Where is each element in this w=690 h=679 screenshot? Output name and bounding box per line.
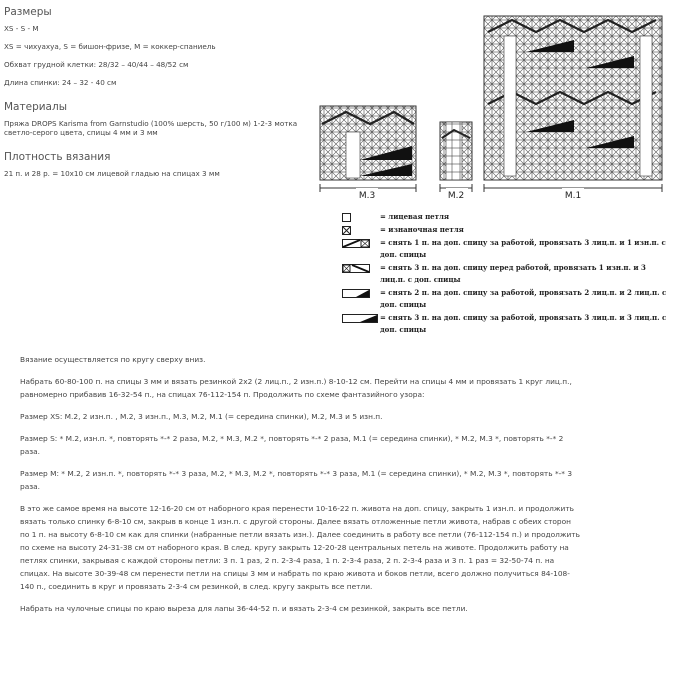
legend-item	[342, 312, 672, 336]
legend-item	[342, 211, 672, 223]
legend-text: = снять 2 п. на доп. спицу за работой, провязать 2 лиц.п. и 2 лиц.п. с доп. спицы	[380, 288, 667, 309]
sizes-description: XS = чихуахуа, S = бишон-фризе, M = коккер-спаниель	[4, 42, 216, 51]
chart-legend	[342, 211, 672, 337]
legend-item	[342, 237, 672, 261]
legend-text: = снять 3 п. на доп. спицу за работой, провязать 3 лиц.п. и 3 лиц.п. с доп. спицы	[380, 313, 667, 334]
gauge-heading: Плотность вязания	[4, 151, 111, 163]
instruction-paragraph: Набрать 60-80-100 п. на спицы 3 мм и вязать резинкой 2x2 (2 лиц.п., 2 изн.п.) 8-10-12 см. Перейти на спицы 4 мм и провязать 1 круг лиц.п., равномерно прибавив 16-32-54 п., на спицах 76-112-154 п. Продолжить по схеме фантазийного узора:	[20, 377, 572, 399]
sizes-heading: Размеры	[4, 6, 52, 18]
pattern-info	[4, 6, 304, 187]
chart-label-m2: M.2	[447, 191, 465, 201]
instructions	[20, 353, 580, 624]
legend-text: = изнаночная петля	[380, 225, 464, 234]
chart-label-m1: M.1	[564, 191, 582, 201]
legend-item	[342, 262, 672, 286]
gauge-text: 21 п. и 28 р. = 10x10 см лицевой гладью на спицах 3 мм	[4, 169, 220, 178]
cable-3-1-back-icon	[342, 239, 370, 248]
cable-2-2-icon	[342, 289, 370, 298]
instruction-paragraph: В это же самое время на высоте 12-16-20 см от наборного края перенести 10-16-22 п. живота на доп. спицу, закрыть 1 изн.п. и продолжить вязать только спинку 6-8-10 см, закрыв в конце 1 изн.п. с другой стороны. Далее вязать отложенные петли живота, набрав с обеих сторон по 1 п. на высоту 6-8-10 см как для спинки (набранные петли вязать изн.). Далее соединить в работу все петли (76-112-154 п.) и продолжить по схеме на высоту 24-31-38 см от наборного края. В след. кругу закрыть 12-20-28 центральных петель на животе. Продолжить работу на петлях спинки, закрывая с каждой стороны петли: 3 п. 1 раз, 2 п. 2-3-4 раза, 1 п. 2-3-4 раза, 2 п. 2-3-4 раза и 3 п. 1 раз = 32-50-74 п. на спицах. На высоте 30-39-48 см перенести петли на спицы 3 мм и набрать по краю живота и боков петли, всего должно получиться 84-108-140 п., соединить в круг и провязать 2-3-4 см резинкой, в след. кругу закрыть все петли.	[20, 504, 580, 591]
chart-m2	[440, 122, 472, 180]
chart-m3	[320, 106, 416, 180]
legend-text: = снять 3 п. на доп. спицу перед работой, провязать 1 изн.п. и 3 лиц.п. с доп. спицы	[380, 263, 646, 284]
sizes-list: XS - S - M	[4, 24, 39, 33]
cable-3-3-icon	[342, 314, 378, 323]
legend-text: = снять 1 п. на доп. спицу за работой, провязать 3 лиц.п. и 1 изн.п. с доп. спицы	[380, 238, 666, 259]
chart-label-m3: M.3	[358, 191, 376, 201]
knit-square-icon	[342, 213, 351, 222]
materials-heading: Материалы	[4, 101, 67, 113]
back-length: Длина спинки: 24 – 32 - 40 см	[4, 78, 117, 87]
legend-item	[342, 287, 672, 311]
purl-cross-icon	[342, 226, 351, 235]
instruction-paragraph: Набрать на чулочные спицы по краю выреза для лапы 36-44-52 п. и вязать 2-3-4 см резинкой, закрыть все петли.	[20, 604, 468, 613]
instruction-paragraph: Размер XS: M.2, 2 изн.п. , M.2, 3 изн.п., M.3, M.2, M.1 (= середина спинки), M.2, M.3 и 5 изн.п.	[20, 412, 383, 421]
instruction-paragraph: Размер S: * M.2, изн.п. *, повторять *-* 2 раза, M.2, * M.3, M.2 *, повторять *-* 2 раза, M.1 (= середина спинки), * M.2, M.3 *, повторять *-* 2 раза.	[20, 434, 564, 456]
chart-m1	[484, 16, 662, 180]
knitting-chart	[316, 12, 666, 212]
legend-text: = лицевая петля	[380, 212, 450, 221]
chest-measurement: Обхват грудной клетки: 28/32 – 40/44 – 48/52 см	[4, 60, 189, 69]
instruction-paragraph: Размер M: * M.2, 2 изн.п. *, повторять *-* 3 раза, M.2, * M.3, M.2 *, повторять *-* 3 раза, M.1 (= середина спинки), * M.2, M.3 *, повторять *-* 3 раза.	[20, 469, 573, 491]
cable-3-1-front-icon	[342, 264, 370, 273]
instruction-paragraph: Вязание осуществляется по кругу сверху вниз.	[20, 355, 206, 364]
materials-text: Пряжа DROPS Karisma from Garnstudio (100% шерсть, 50 г/100 м) 1-2-3 мотка светло-серого цвета, спицы 4 мм и 3 мм	[4, 119, 298, 137]
legend-item	[342, 224, 672, 236]
